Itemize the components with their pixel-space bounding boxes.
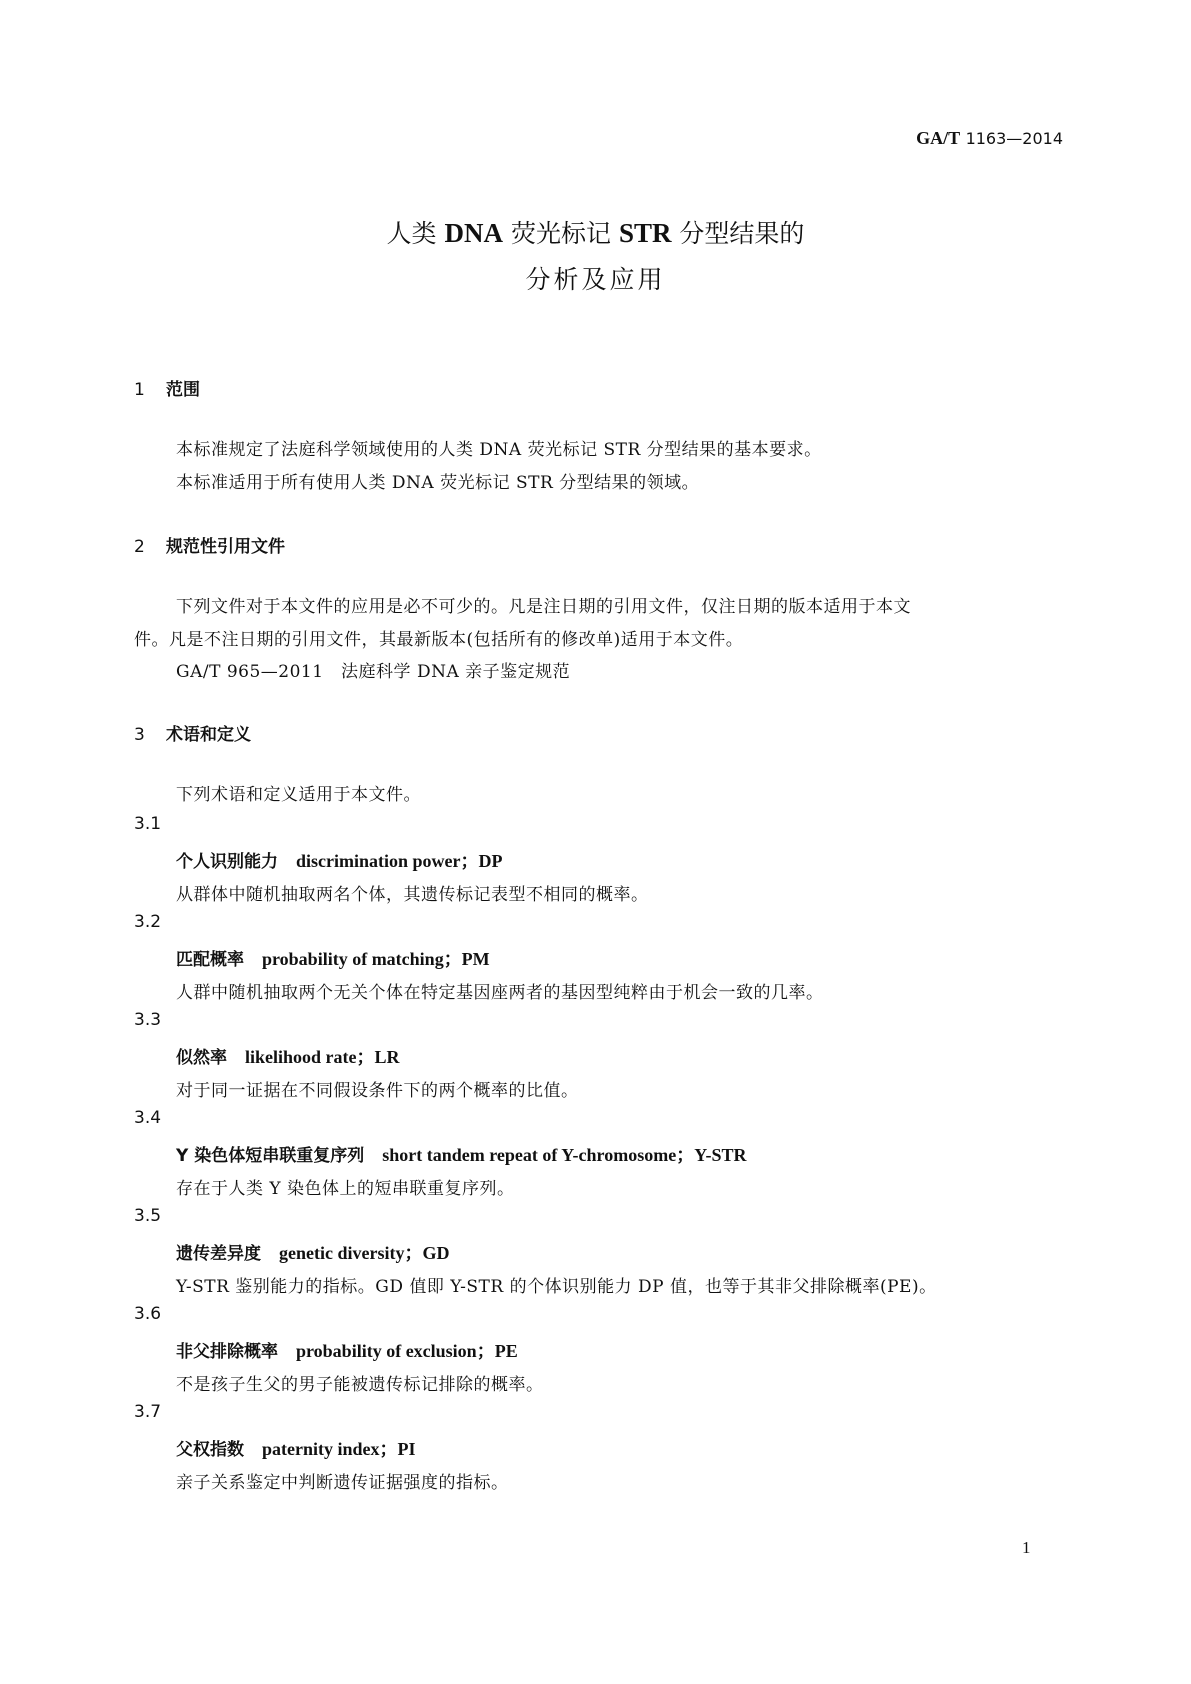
normative-reference: GA/T 965—2011 法庭科学 DNA 亲子鉴定规范 (176, 662, 571, 682)
title-part: DNA (444, 218, 504, 248)
term-zh: 遗传差异度 (176, 1244, 261, 1264)
term-number: 3.4 (134, 1108, 162, 1128)
paragraph: 下列文件对于本文件的应用是必不可少的。凡是注日期的引用文件，仅注日期的版本适用于本文 (176, 597, 911, 617)
section-title: 规范性引用文件 (166, 537, 285, 557)
section-heading-1 (134, 375, 200, 400)
section-heading-3 (134, 720, 251, 745)
section-number: 2 (134, 537, 145, 557)
term-en: likelihood rate；LR (245, 1047, 400, 1067)
title-part: STR (618, 218, 672, 248)
term-en: short tandem repeat of Y-chromosome；Y-STR (382, 1145, 747, 1165)
term-title (176, 945, 490, 971)
term-title (176, 847, 503, 873)
term-en: genetic diversity；GD (279, 1243, 450, 1263)
term-definition: 人群中随机抽取两个无关个体在特定基因座两者的基因型纯粹由于机会一致的几率。 (176, 983, 824, 1003)
term-title (176, 1435, 416, 1461)
term-title (176, 1141, 747, 1167)
term-title (176, 1043, 400, 1069)
term-number: 3.1 (134, 814, 162, 834)
term-number: 3.5 (134, 1206, 162, 1226)
term-title (176, 1337, 518, 1363)
term-definition: 存在于人类 Y 染色体上的短串联重复序列。 (176, 1179, 515, 1199)
term-zh: 匹配概率 (176, 950, 244, 970)
term-number: 3.7 (134, 1402, 162, 1422)
term-en: probability of exclusion；PE (296, 1341, 518, 1361)
term-definition: Y-STR 鉴别能力的指标。GD 值即 Y-STR 的个体识别能力 DP 值，也等于其非父排除概率(PE)。 (176, 1277, 937, 1297)
term-definition: 不是孩子生父的男子能被遗传标记排除的概率。 (176, 1375, 544, 1395)
section-title: 术语和定义 (166, 725, 251, 745)
term-definition: 对于同一证据在不同假设条件下的两个概率的比值。 (176, 1081, 579, 1101)
paragraph: 下列术语和定义适用于本文件。 (176, 785, 421, 805)
title-part: 分型结果的 (679, 219, 805, 248)
term-number: 3.3 (134, 1010, 162, 1030)
section-heading-2 (134, 532, 285, 557)
term-title (176, 1239, 449, 1265)
term-en: discrimination power；DP (296, 851, 503, 871)
term-zh: 父权指数 (176, 1440, 244, 1460)
term-number: 3.6 (134, 1304, 162, 1324)
section-number: 3 (134, 725, 145, 745)
section-number: 1 (134, 380, 145, 400)
term-zh: 似然率 (176, 1048, 227, 1068)
paragraph: 本标准规定了法庭科学领域使用的人类 DNA 荧光标记 STR 分型结果的基本要求。 (176, 440, 822, 460)
section-title: 范围 (166, 380, 200, 400)
term-zh: Y 染色体短串联重复序列 (176, 1146, 365, 1166)
document-title-line-2: 分析及应用 (525, 265, 666, 294)
term-en: paternity index；PI (262, 1439, 416, 1459)
term-zh: 非父排除概率 (176, 1342, 278, 1362)
term-zh: 个人识别能力 (176, 852, 278, 872)
paragraph: 本标准适用于所有使用人类 DNA 荧光标记 STR 分型结果的领域。 (176, 473, 700, 493)
page-number: 1 (1022, 1538, 1031, 1557)
term-number: 3.2 (134, 912, 162, 932)
title-part: 人类 (386, 219, 437, 248)
term-definition: 亲子关系鉴定中判断遗传证据强度的指标。 (176, 1473, 509, 1493)
standard-code (916, 128, 1063, 149)
term-en: probability of matching；PM (262, 949, 490, 969)
standard-number: 1163—2014 (965, 129, 1063, 148)
paragraph-continuation: 件。凡是不注日期的引用文件，其最新版本(包括所有的修改单)适用于本文件。 (134, 630, 744, 650)
term-definition: 从群体中随机抽取两名个体，其遗传标记表型不相同的概率。 (176, 885, 649, 905)
title-part: 荧光标记 (510, 219, 611, 248)
standard-prefix: GA/T (916, 128, 961, 148)
document-title-line-1 (0, 214, 1191, 250)
